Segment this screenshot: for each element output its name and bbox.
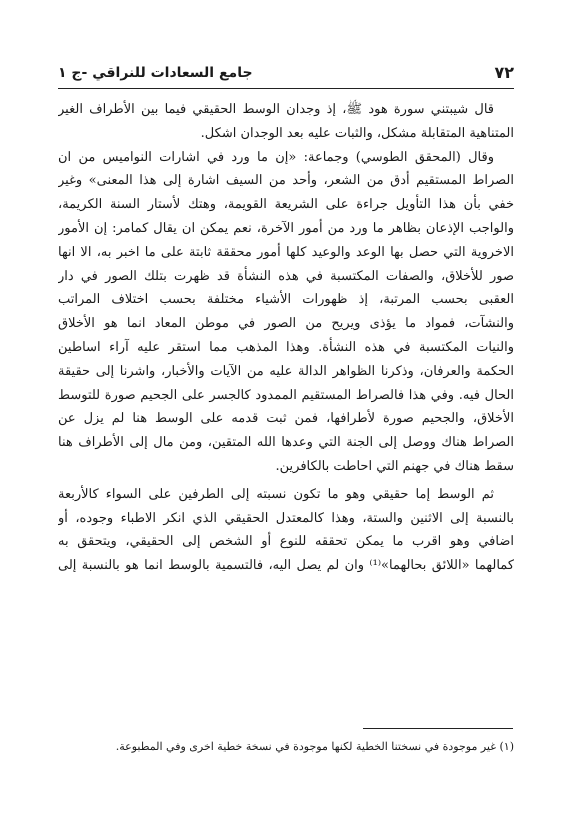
text-line: الحال فيه. وفي هذا فالصراط المستقيم الممدود كالجسر على الجحيم صورة للتوسط [58,387,514,403]
text-line: الأخلاق، والجحيم صورة لأطرافها، فمن ثبت قدمه على الوسط هنا لم يزل عن [58,411,514,427]
footnote: (١) غير موجودة في نسختنا الخطية لكنها موجودة في نسخة خطية اخرى وفي المطبوعة. [115,740,514,753]
header-title: جامع السعادات للنراقي -ج ١ [58,65,253,81]
text-line: الصراط المستقيم أدق من الشعر، وأحد من السيف اشارة إلى هذا المعنى» وغير [58,173,514,189]
text-line: صور للأخلاق، والصفات المكتسبة في هذه النشأة قد ظهرت بتلك الصور في دار [58,268,514,284]
text-line: بالنسبة إلى الاثنين والستة، وهذا كالمعتدل الحقيقي الذي انكر الاطباء وجوده، أو [58,510,514,526]
text-line: ثم الوسط إما حقيقي وهو ما تكون نسبته إلى الطرفين على السواء كالأربعة [58,486,494,502]
text-line: سقط هناك في جهنم التي احاطت بالكافرين. [275,458,514,474]
text-line: والنيات المكتسبة في هذه النشأة. وهذا المذهب مما استقر عليه آراء اساطين [58,339,514,355]
running-header [58,62,514,89]
text-line: قال شيبتني سورة هود ﷺ، إذ وجدان الوسط الحقيقي فيما بين الأطراف الغير [58,102,494,117]
body-text [58,98,514,578]
text-line: الصراط هناك ووصل إلى الجنة التي وعدها الله المتقين، ومن مال إلى الأطراف هنا [58,435,514,451]
text-line: والواجب الإذعان بظاهر ما ورد من أمور الآخرة، نعم يمكن ان يقال كمامر: إن الأمور [58,220,514,236]
text-line: المتناهية المتقابلة مشكل، والثبات عليه بعد الوجدان اشكل. [200,125,514,141]
text-line: الاخروية التي حصل بها الوعد والوعيد كلها أمور محققة ثابتة على ما اخبر به، الا انها [58,244,514,260]
text-line: الحكمة والعرفان، وذكرنا الظواهر الدالة عليه من الآيات والأخبار، واشرنا إلى حقيقة [58,363,514,379]
text-line: العقبى بحسب المرتبة، إذ ظهورات الأشياء مختلفة بحسب اختلاف المراتب [58,292,514,308]
page-number: ٧٢ [494,63,514,82]
text-line: وقال (المحقق الطوسي) وجماعة: «إن ما ورد في اشارات النواميس من ان [58,149,494,165]
text-line: اضافي وهو اقرب ما يمكن تحققه للنوع أو الشخص إلى الحقيقي، ويتحقق به [58,534,514,550]
text-line: كمالهما «اللائق بحالهما»⁽¹⁾ وان لم يصل اليه، فالتسمية بالوسط انما هو بالنسبة إلى [58,558,514,574]
footnote-divider [363,728,513,729]
text-line: والنشآت، فمواد ما يؤذى ويريح من الصور في موطن المعاد انما هو الأخلاق [58,316,514,332]
text-line: خفي بأن هذا التأويل جراءة على الشريعة القويمة، وهتك لأستار السنة الكريمة، [58,197,514,213]
